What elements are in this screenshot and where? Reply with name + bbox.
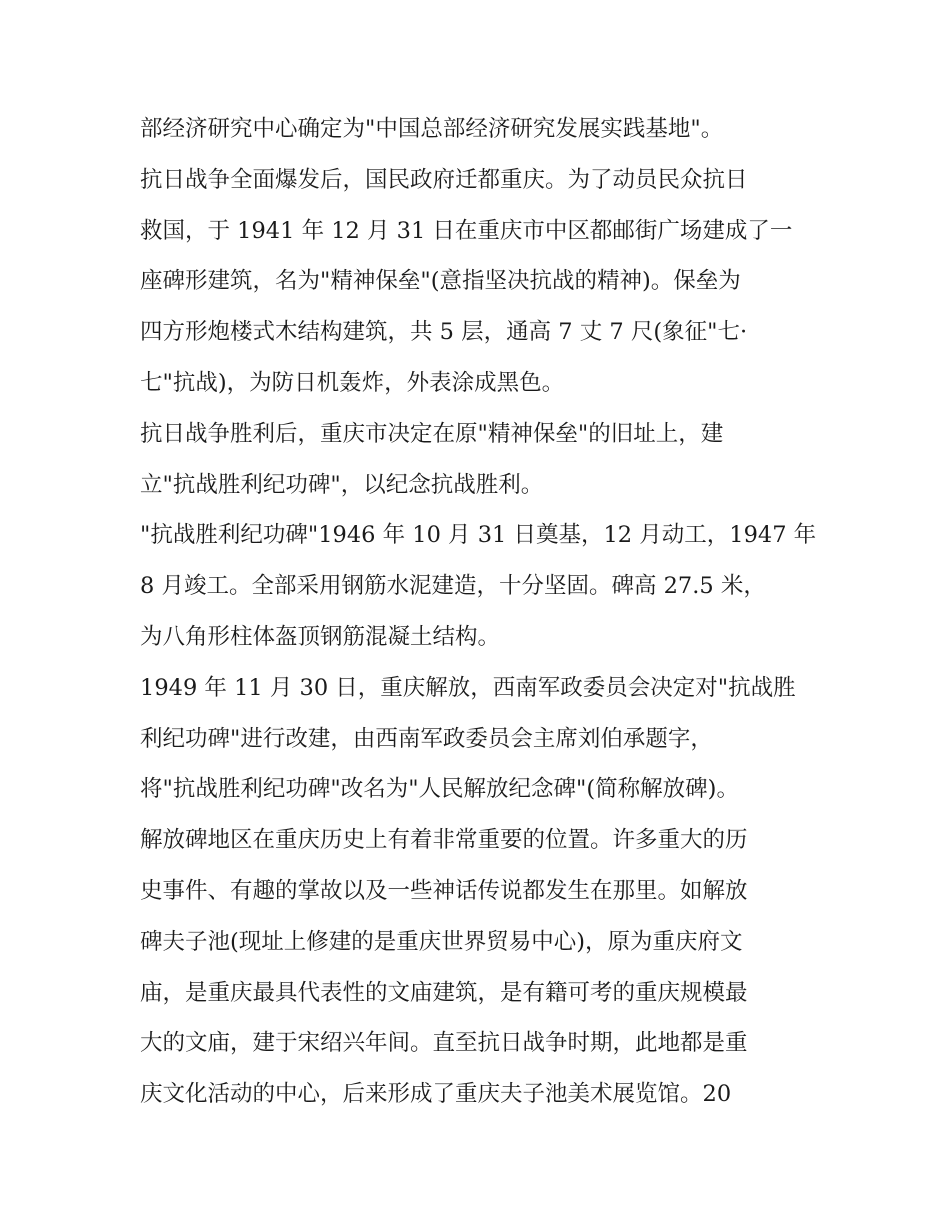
text-line: 庙，是重庆最具代表性的文庙建筑，是有籍可考的重庆规模最 (140, 979, 748, 1006)
text-line: 利纪功碑"进行改建，由西南军政委员会主席刘伯承题字， (140, 725, 713, 752)
text-line: 将"抗战胜利纪功碑"改名为"人民解放纪念碑"(简称解放碑)。 (140, 776, 739, 803)
text-line: 大的文庙，建于宋绍兴年间。直至抗日战争时期，此地都是重 (140, 1030, 748, 1057)
text-line: 碑夫子池(现址上修建的是重庆世界贸易中心)，原为重庆府文 (140, 928, 743, 955)
text-line: 救国，于 1941 年 12 月 31 日在重庆市中区都邮街广场建成了一 (140, 217, 793, 244)
text-line: 史事件、有趣的掌故以及一些神话传说都发生在那里。如解放 (140, 877, 748, 904)
text-line: 部经济研究中心确定为"中国总部经济研究发展实践基地"。 (140, 116, 724, 142)
text-line: 为八角形柱体盔顶钢筋混凝土结构。 (140, 623, 501, 650)
text-line: 抗日战争全面爆发后，国民政府迁都重庆。为了动员民众抗日 (140, 166, 748, 193)
text-line: 座碑形建筑，名为"精神保垒"(意指坚决抗战的精神)。保垒为 (140, 268, 741, 295)
text-line: 庆文化活动的中心，后来形成了重庆夫子池美术展览馆。20 (140, 1081, 732, 1108)
text-line: 1949 年 11 月 30 日，重庆解放，西南军政委员会决定对"抗战胜 (140, 674, 796, 701)
text-line: 立"抗战胜利纪功碑"，以纪念抗战胜利。 (140, 471, 544, 498)
text-line: 七"抗战)，为防日机轰炸，外表涂成黑色。 (140, 369, 565, 396)
text-line: 解放碑地区在重庆历史上有着非常重要的位置。许多重大的历 (140, 827, 748, 854)
text-line: 抗日战争胜利后，重庆市决定在原"精神保垒"的旧址上，建 (140, 420, 724, 447)
text-line: "抗战胜利纪功碑"1946 年 10 月 31 日奠基，12 月动工，1947 年 (140, 522, 817, 549)
text-line: 四方形炮楼式木结构建筑，共 5 层，通高 7 丈 7 尺(象征"七· (140, 319, 748, 346)
text-line: 8 月竣工。全部采用钢筋水泥建造，十分坚固。碑高 27.5 米， (140, 573, 766, 600)
document-text-body (140, 104, 830, 1120)
